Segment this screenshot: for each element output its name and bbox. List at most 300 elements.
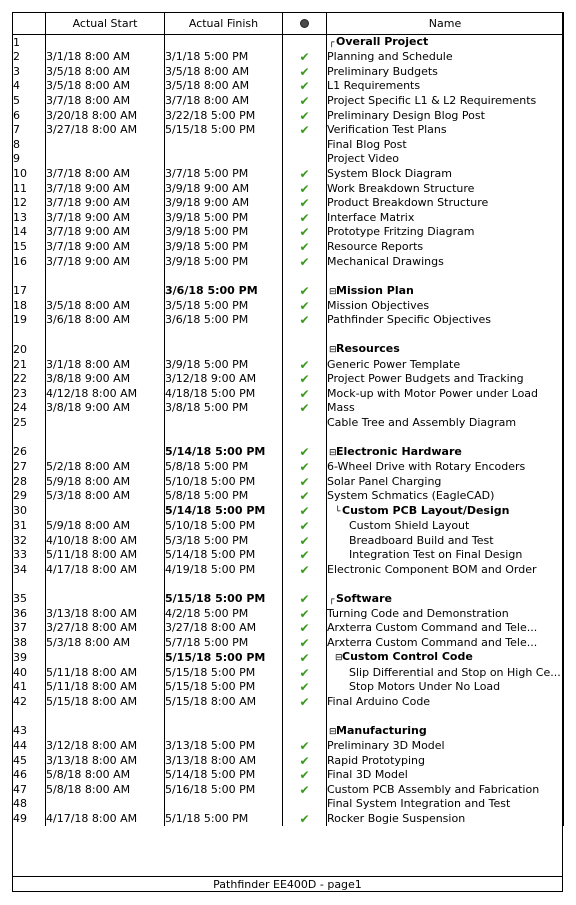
task-id: 9: [13, 152, 46, 167]
task-name: Resource Reports: [327, 240, 424, 254]
task-name-cell[interactable]: [327, 519, 564, 534]
task-name-cell[interactable]: [327, 460, 564, 475]
actual-finish-cell[interactable]: 3/1/18 5:00 PM: [165, 50, 283, 65]
task-row[interactable]: [13, 299, 564, 314]
task-row[interactable]: [13, 533, 564, 548]
actual-finish-cell[interactable]: 3/9/18 5:00 PM: [165, 240, 283, 255]
actual-start-cell[interactable]: 5/11/18 8:00 AM: [46, 548, 165, 563]
actual-finish-cell[interactable]: 5/1/18 5:00 PM: [165, 812, 283, 827]
actual-finish-cell[interactable]: 5/15/18 5:00 PM: [165, 650, 283, 665]
actual-finish-cell[interactable]: 3/13/18 8:00 AM: [165, 753, 283, 768]
task-name-cell[interactable]: [327, 211, 564, 226]
task-name-cell[interactable]: [327, 167, 564, 182]
task-name-cell[interactable]: [327, 50, 564, 65]
collapse-toggle-icon[interactable]: ⊟: [329, 286, 337, 297]
actual-start-cell[interactable]: 3/7/18 9:00 AM: [46, 225, 165, 240]
actual-start-cell[interactable]: 3/5/18 8:00 AM: [46, 299, 165, 314]
blank-row[interactable]: [13, 328, 564, 343]
actual-start-cell[interactable]: 3/20/18 8:00 AM: [46, 108, 165, 123]
task-name: Generic Power Template: [327, 357, 461, 371]
task-name-cell[interactable]: [327, 768, 564, 783]
task-row[interactable]: [13, 607, 564, 622]
task-name-cell[interactable]: [327, 636, 564, 651]
actual-start-cell[interactable]: 5/11/18 8:00 AM: [46, 680, 165, 695]
task-name-cell[interactable]: [327, 138, 564, 153]
task-row[interactable]: [13, 240, 564, 255]
complete-check-icon: ✔: [283, 533, 327, 548]
task-name: Custom PCB Assembly and Fabrication: [327, 782, 540, 796]
task-name: Mission Objectives: [327, 298, 430, 312]
task-id: 1: [13, 35, 46, 51]
task-row[interactable]: [13, 416, 564, 431]
indicator-cell: [283, 342, 327, 357]
actual-finish-cell[interactable]: 3/9/18 9:00 AM: [165, 196, 283, 211]
actual-start-cell[interactable]: 5/11/18 8:00 AM: [46, 665, 165, 680]
task-id: 47: [13, 783, 46, 798]
collapse-toggle-icon[interactable]: ⊟: [335, 653, 343, 664]
task-row[interactable]: [13, 768, 564, 783]
actual-finish-cell[interactable]: 5/14/18 5:00 PM: [165, 445, 283, 460]
task-id: 36: [13, 607, 46, 622]
blank-cell: [165, 269, 283, 284]
blank-cell: [327, 269, 564, 284]
task-name-cell[interactable]: [327, 123, 564, 138]
summary-task-row[interactable]: [13, 650, 564, 665]
blank-row[interactable]: [13, 269, 564, 284]
actual-finish-cell[interactable]: 4/18/18 5:00 PM: [165, 386, 283, 401]
actual-finish-cell[interactable]: 5/8/18 5:00 PM: [165, 489, 283, 504]
summary-task-row[interactable]: [13, 504, 564, 519]
complete-check-icon: ✔: [283, 680, 327, 695]
actual-start-cell[interactable]: 3/7/18 9:00 AM: [46, 240, 165, 255]
complete-check-icon: ✔: [283, 592, 327, 607]
actual-finish-cell[interactable]: 3/27/18 8:00 AM: [165, 621, 283, 636]
blank-cell: [283, 269, 327, 284]
actual-finish-cell[interactable]: [165, 342, 283, 357]
actual-start-cell[interactable]: 3/12/18 8:00 AM: [46, 739, 165, 754]
actual-finish-cell[interactable]: 3/13/18 5:00 PM: [165, 739, 283, 754]
task-row[interactable]: [13, 621, 564, 636]
task-row[interactable]: [13, 548, 564, 563]
task-name-cell[interactable]: [327, 79, 564, 94]
task-name: Cable Tree and Assembly Diagram: [327, 415, 517, 429]
task-name-cell[interactable]: [327, 35, 564, 51]
task-row[interactable]: [13, 225, 564, 240]
actual-finish-cell[interactable]: 5/15/18 5:00 PM: [165, 123, 283, 138]
actual-start-cell[interactable]: 5/15/18 8:00 AM: [46, 695, 165, 710]
blank-cell: [46, 709, 165, 724]
complete-check-icon: ✔: [283, 50, 327, 65]
actual-finish-cell[interactable]: 5/8/18 5:00 PM: [165, 460, 283, 475]
task-row[interactable]: [13, 254, 564, 269]
header-actual-start[interactable]: Actual Start: [46, 13, 165, 35]
task-row[interactable]: [13, 65, 564, 80]
actual-start-cell[interactable]: [46, 284, 165, 299]
blank-row[interactable]: [13, 577, 564, 592]
actual-finish-cell[interactable]: 5/7/18 5:00 PM: [165, 636, 283, 651]
task-name-cell[interactable]: [327, 401, 564, 416]
task-row[interactable]: [13, 372, 564, 387]
actual-start-cell[interactable]: 3/7/18 8:00 AM: [46, 94, 165, 109]
task-id: 12: [13, 196, 46, 211]
task-name-cell[interactable]: [327, 621, 564, 636]
header-actual-finish[interactable]: Actual Finish: [165, 13, 283, 35]
actual-start-cell[interactable]: [46, 592, 165, 607]
task-name-cell[interactable]: [327, 342, 564, 357]
task-id: 31: [13, 519, 46, 534]
header-indicators[interactable]: [283, 13, 327, 35]
task-name-cell[interactable]: [327, 724, 564, 739]
task-row[interactable]: [13, 753, 564, 768]
task-row[interactable]: [13, 519, 564, 534]
actual-start-cell[interactable]: 4/12/18 8:00 AM: [46, 386, 165, 401]
actual-start-cell[interactable]: [46, 152, 165, 167]
actual-start-cell[interactable]: 4/17/18 8:00 AM: [46, 562, 165, 577]
complete-check-icon: ✔: [283, 299, 327, 314]
task-name-cell[interactable]: [327, 812, 564, 827]
task-name-cell[interactable]: [327, 108, 564, 123]
task-row[interactable]: [13, 196, 564, 211]
actual-finish-cell[interactable]: 3/9/18 9:00 AM: [165, 181, 283, 196]
task-row[interactable]: [13, 562, 564, 577]
actual-finish-cell[interactable]: [165, 138, 283, 153]
task-name-cell[interactable]: [327, 548, 564, 563]
task-name: Preliminary Budgets: [327, 64, 438, 78]
task-name-cell[interactable]: [327, 196, 564, 211]
task-id: 2: [13, 50, 46, 65]
actual-start-cell[interactable]: [46, 797, 165, 812]
task-name: Project Specific L1 & L2 Requirements: [327, 94, 537, 108]
actual-finish-cell[interactable]: 5/15/18 8:00 AM: [165, 695, 283, 710]
complete-check-icon: ✔: [283, 108, 327, 123]
task-name: Custom PCB Layout/Design: [342, 503, 510, 517]
task-row[interactable]: [13, 460, 564, 475]
task-id: 35: [13, 592, 46, 607]
header-row: [13, 13, 564, 35]
task-name-cell[interactable]: [327, 372, 564, 387]
actual-start-cell[interactable]: 5/8/18 8:00 AM: [46, 768, 165, 783]
task-row[interactable]: [13, 108, 564, 123]
task-row[interactable]: [13, 211, 564, 226]
task-id: 45: [13, 753, 46, 768]
task-id: 26: [13, 445, 46, 460]
summary-task-row[interactable]: [13, 284, 564, 299]
actual-finish-cell[interactable]: [165, 416, 283, 431]
actual-start-cell[interactable]: 5/8/18 8:00 AM: [46, 783, 165, 798]
task-row[interactable]: [13, 94, 564, 109]
actual-start-cell[interactable]: 3/27/18 8:00 AM: [46, 123, 165, 138]
actual-start-cell[interactable]: 5/3/18 8:00 AM: [46, 489, 165, 504]
actual-start-cell[interactable]: 3/27/18 8:00 AM: [46, 621, 165, 636]
actual-finish-cell[interactable]: 3/12/18 9:00 AM: [165, 372, 283, 387]
actual-start-cell[interactable]: 4/17/18 8:00 AM: [46, 812, 165, 827]
complete-check-icon: ✔: [283, 812, 327, 827]
actual-start-cell[interactable]: [46, 650, 165, 665]
task-name-cell[interactable]: [327, 680, 564, 695]
task-id: 32: [13, 533, 46, 548]
task-name-cell[interactable]: [327, 152, 564, 167]
blank-row[interactable]: [13, 709, 564, 724]
task-name: Mission Plan: [336, 283, 414, 297]
blank-cell: [327, 430, 564, 445]
actual-finish-cell[interactable]: 3/5/18 8:00 AM: [165, 65, 283, 80]
summary-task-row[interactable]: [13, 592, 564, 607]
task-id: 14: [13, 225, 46, 240]
task-name-cell[interactable]: [327, 445, 564, 460]
actual-start-cell[interactable]: 3/7/18 9:00 AM: [46, 211, 165, 226]
task-name-cell[interactable]: [327, 474, 564, 489]
actual-start-cell[interactable]: 3/5/18 8:00 AM: [46, 79, 165, 94]
task-name-cell[interactable]: [327, 695, 564, 710]
actual-start-cell[interactable]: 3/13/18 8:00 AM: [46, 753, 165, 768]
header-id[interactable]: [13, 13, 46, 35]
task-name-cell[interactable]: [327, 313, 564, 328]
actual-start-cell[interactable]: [46, 416, 165, 431]
task-name: Preliminary Design Blog Post: [327, 108, 485, 122]
actual-start-cell[interactable]: 5/2/18 8:00 AM: [46, 460, 165, 475]
summary-task-row[interactable]: [13, 445, 564, 460]
task-name-cell[interactable]: [327, 416, 564, 431]
task-name-cell[interactable]: [327, 592, 564, 607]
task-id: 21: [13, 357, 46, 372]
task-id: 17: [13, 284, 46, 299]
task-row[interactable]: [13, 812, 564, 827]
task-row[interactable]: [13, 167, 564, 182]
summary-task-row[interactable]: [13, 342, 564, 357]
task-id: 25: [13, 416, 46, 431]
task-row[interactable]: [13, 79, 564, 94]
task-name-cell[interactable]: [327, 284, 564, 299]
collapse-toggle-icon[interactable]: ⊟: [329, 726, 337, 737]
actual-finish-cell[interactable]: 3/22/18 5:00 PM: [165, 108, 283, 123]
actual-start-cell[interactable]: 3/7/18 9:00 AM: [46, 181, 165, 196]
blank-cell: [46, 328, 165, 343]
task-row[interactable]: [13, 50, 564, 65]
complete-check-icon: ✔: [283, 548, 327, 563]
task-name: Custom Control Code: [342, 650, 473, 664]
task-name: Resources: [336, 342, 400, 356]
actual-finish-cell[interactable]: [165, 724, 283, 739]
actual-finish-cell[interactable]: 5/15/18 5:00 PM: [165, 592, 283, 607]
task-name-cell[interactable]: [327, 783, 564, 798]
task-name-cell[interactable]: [327, 489, 564, 504]
actual-finish-cell[interactable]: 3/7/18 5:00 PM: [165, 167, 283, 182]
task-id: 48: [13, 797, 46, 812]
blank-cell: [283, 577, 327, 592]
task-row[interactable]: [13, 357, 564, 372]
task-name-cell[interactable]: [327, 533, 564, 548]
actual-start-cell[interactable]: [46, 724, 165, 739]
actual-finish-cell[interactable]: 5/10/18 5:00 PM: [165, 474, 283, 489]
task-name-cell[interactable]: [327, 650, 564, 665]
actual-finish-cell[interactable]: 5/15/18 5:00 PM: [165, 665, 283, 680]
actual-finish-cell[interactable]: 5/15/18 5:00 PM: [165, 680, 283, 695]
actual-start-cell[interactable]: 3/1/18 8:00 AM: [46, 50, 165, 65]
task-name-cell[interactable]: [327, 254, 564, 269]
task-name-cell[interactable]: [327, 665, 564, 680]
task-row[interactable]: [13, 797, 564, 812]
task-row[interactable]: [13, 386, 564, 401]
task-name: Overall Project: [336, 35, 429, 48]
actual-finish-cell[interactable]: 5/3/18 5:00 PM: [165, 533, 283, 548]
actual-start-cell[interactable]: 4/10/18 8:00 AM: [46, 533, 165, 548]
blank-cell: [165, 709, 283, 724]
actual-start-cell[interactable]: [46, 445, 165, 460]
task-name: Solar Panel Charging: [327, 474, 442, 488]
task-id: 11: [13, 181, 46, 196]
task-name-cell[interactable]: [327, 181, 564, 196]
complete-check-icon: ✔: [283, 768, 327, 783]
blank-row[interactable]: [13, 430, 564, 445]
blank-cell: [13, 577, 46, 592]
complete-check-icon: ✔: [283, 284, 327, 299]
task-id: 18: [13, 299, 46, 314]
task-row[interactable]: [13, 138, 564, 153]
task-name: System Schmatics (EagleCAD): [327, 489, 495, 503]
collapse-toggle-icon[interactable]: ⊟: [329, 345, 337, 356]
complete-check-icon: ✔: [283, 313, 327, 328]
actual-finish-cell[interactable]: 3/6/18 5:00 PM: [165, 284, 283, 299]
task-name: Integration Test on Final Design: [349, 548, 523, 562]
summary-task-row[interactable]: [13, 35, 564, 51]
task-row[interactable]: [13, 123, 564, 138]
actual-finish-cell[interactable]: 5/14/18 5:00 PM: [165, 504, 283, 519]
blank-cell: [165, 328, 283, 343]
complete-check-icon: ✔: [283, 504, 327, 519]
task-row[interactable]: [13, 739, 564, 754]
task-row[interactable]: [13, 636, 564, 651]
complete-check-icon: ✔: [283, 79, 327, 94]
complete-check-icon: ✔: [283, 621, 327, 636]
actual-finish-cell[interactable]: 4/19/18 5:00 PM: [165, 562, 283, 577]
task-row[interactable]: [13, 695, 564, 710]
actual-finish-cell[interactable]: 3/7/18 8:00 AM: [165, 94, 283, 109]
header-name[interactable]: Name: [327, 13, 564, 35]
task-name-cell[interactable]: [327, 299, 564, 314]
complete-check-icon: ✔: [283, 445, 327, 460]
indicator-cell: [283, 724, 327, 739]
actual-finish-cell[interactable]: [165, 152, 283, 167]
actual-start-cell[interactable]: 3/8/18 9:00 AM: [46, 401, 165, 416]
actual-finish-cell[interactable]: 3/6/18 5:00 PM: [165, 313, 283, 328]
indicator-cell: [283, 152, 327, 167]
task-name-cell[interactable]: [327, 753, 564, 768]
actual-finish-cell[interactable]: 3/8/18 5:00 PM: [165, 401, 283, 416]
task-row[interactable]: [13, 680, 564, 695]
collapse-toggle-icon[interactable]: ┌: [329, 594, 335, 605]
actual-start-cell[interactable]: 5/9/18 8:00 AM: [46, 474, 165, 489]
task-id: 30: [13, 504, 46, 519]
complete-check-icon: ✔: [283, 460, 327, 475]
actual-start-cell[interactable]: 3/8/18 9:00 AM: [46, 372, 165, 387]
actual-start-cell[interactable]: [46, 138, 165, 153]
task-name-cell[interactable]: [327, 357, 564, 372]
blank-cell: [13, 430, 46, 445]
actual-start-cell[interactable]: 3/1/18 8:00 AM: [46, 357, 165, 372]
task-name-cell[interactable]: [327, 607, 564, 622]
task-id: 22: [13, 372, 46, 387]
task-name-cell[interactable]: [327, 386, 564, 401]
collapse-toggle-icon[interactable]: └: [335, 506, 341, 517]
actual-finish-cell[interactable]: [165, 35, 283, 51]
task-name: Manufacturing: [336, 723, 427, 737]
complete-check-icon: ✔: [283, 401, 327, 416]
task-row[interactable]: [13, 783, 564, 798]
actual-start-cell[interactable]: 3/7/18 9:00 AM: [46, 196, 165, 211]
task-name: System Block Diagram: [327, 167, 452, 181]
task-name-cell[interactable]: [327, 562, 564, 577]
task-name-cell[interactable]: [327, 739, 564, 754]
task-row[interactable]: [13, 489, 564, 504]
summary-task-row[interactable]: [13, 724, 564, 739]
actual-finish-cell[interactable]: 5/16/18 5:00 PM: [165, 783, 283, 798]
task-name: Rocker Bogie Suspension: [327, 812, 466, 826]
actual-finish-cell[interactable]: 3/9/18 5:00 PM: [165, 211, 283, 226]
task-name-cell[interactable]: [327, 797, 564, 812]
actual-start-cell[interactable]: 3/7/18 9:00 AM: [46, 254, 165, 269]
task-name-cell[interactable]: [327, 504, 564, 519]
indicator-column-icon: [300, 19, 309, 28]
task-id: 8: [13, 138, 46, 153]
task-name-cell[interactable]: [327, 94, 564, 109]
task-row[interactable]: [13, 152, 564, 167]
task-id: 49: [13, 812, 46, 827]
actual-start-cell[interactable]: 3/13/18 8:00 AM: [46, 607, 165, 622]
complete-check-icon: ✔: [283, 211, 327, 226]
actual-finish-cell[interactable]: 3/5/18 5:00 PM: [165, 299, 283, 314]
actual-start-cell[interactable]: 3/7/18 8:00 AM: [46, 167, 165, 182]
task-name: L1 Requirements: [327, 79, 421, 93]
actual-finish-cell[interactable]: 3/9/18 5:00 PM: [165, 357, 283, 372]
actual-finish-cell[interactable]: 3/5/18 8:00 AM: [165, 79, 283, 94]
blank-cell: [165, 577, 283, 592]
blank-cell: [283, 328, 327, 343]
task-id: 28: [13, 474, 46, 489]
actual-start-cell[interactable]: [46, 342, 165, 357]
actual-finish-cell[interactable]: 5/14/18 5:00 PM: [165, 768, 283, 783]
actual-finish-cell[interactable]: 5/14/18 5:00 PM: [165, 548, 283, 563]
complete-check-icon: ✔: [283, 94, 327, 109]
task-row[interactable]: [13, 401, 564, 416]
actual-finish-cell[interactable]: 4/2/18 5:00 PM: [165, 607, 283, 622]
actual-start-cell[interactable]: [46, 504, 165, 519]
collapse-toggle-icon[interactable]: ⊟: [329, 447, 337, 458]
task-row[interactable]: [13, 313, 564, 328]
task-name-cell[interactable]: [327, 240, 564, 255]
actual-start-cell[interactable]: 5/3/18 8:00 AM: [46, 636, 165, 651]
task-id: 3: [13, 65, 46, 80]
actual-start-cell[interactable]: 3/6/18 8:00 AM: [46, 313, 165, 328]
complete-check-icon: ✔: [283, 357, 327, 372]
actual-finish-cell[interactable]: [165, 797, 283, 812]
actual-start-cell[interactable]: 3/5/18 8:00 AM: [46, 65, 165, 80]
task-id: 10: [13, 167, 46, 182]
actual-finish-cell[interactable]: 3/9/18 5:00 PM: [165, 225, 283, 240]
task-row[interactable]: [13, 181, 564, 196]
task-name: Product Breakdown Structure: [327, 196, 489, 210]
task-name-cell[interactable]: [327, 225, 564, 240]
actual-start-cell[interactable]: [46, 35, 165, 51]
task-row[interactable]: [13, 665, 564, 680]
task-row[interactable]: [13, 474, 564, 489]
complete-check-icon: ✔: [283, 372, 327, 387]
actual-finish-cell[interactable]: 3/9/18 5:00 PM: [165, 254, 283, 269]
actual-start-cell[interactable]: 5/9/18 8:00 AM: [46, 519, 165, 534]
task-name: Final 3D Model: [327, 768, 408, 782]
task-name-cell[interactable]: [327, 65, 564, 80]
collapse-toggle-icon[interactable]: ┌: [329, 38, 335, 48]
actual-finish-cell[interactable]: 5/10/18 5:00 PM: [165, 519, 283, 534]
